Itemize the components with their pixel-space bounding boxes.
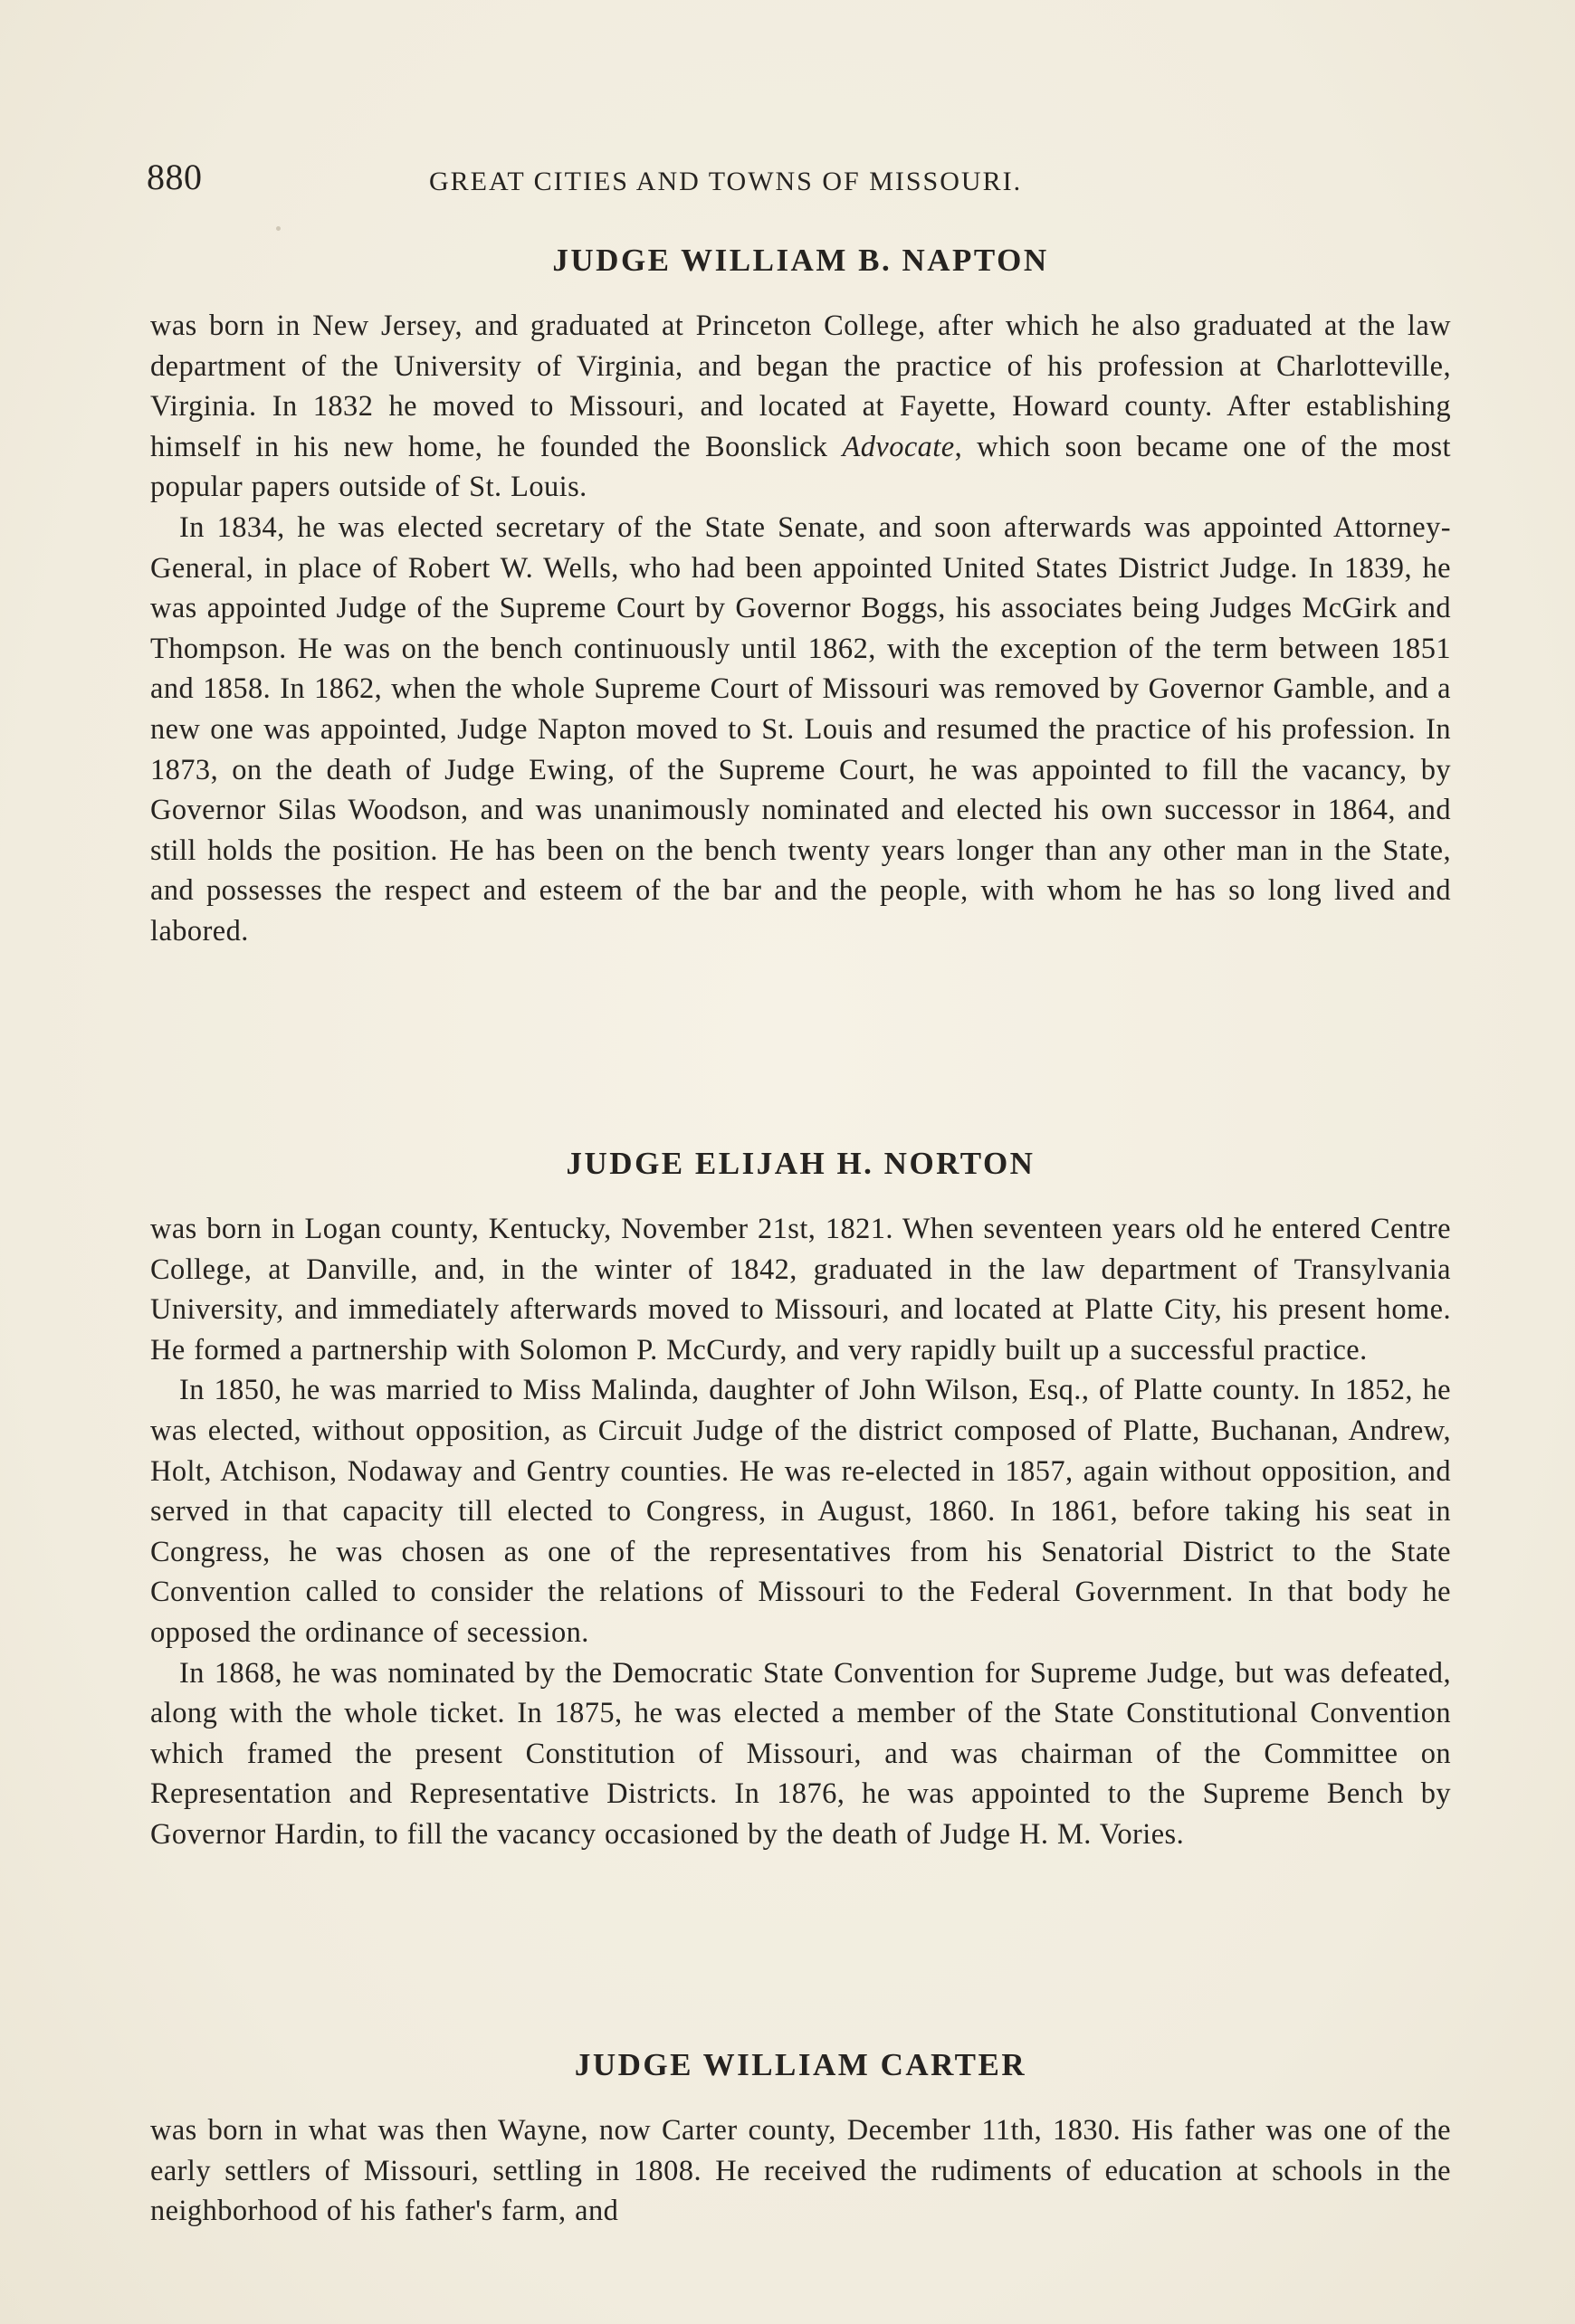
section-heading: JUDGE WILLIAM CARTER — [574, 2047, 1027, 2082]
paragraph: In 1834, he was elected secretary of the State Senate, and soon afterwards was appointed Attorney-General, in place of Robert W. Wells, who had been appointed United States District Judge. In 1839, he was appointed Judge of the Supreme Court by Governor Boggs, his associates being Judges McGirk and Thompson. He was on the bench continuously until 1862, with the exception of the term between 1851 and 1858. In 1862, when the whole Supreme Court of Missouri was removed by Governor Gamble, and a new one was appointed, Judge Napton moved to St. Louis and resumed the practice of his profession. In 1873, on the death of Judge Ewing, of the Supreme Court, he was appointed to fill the vacancy, by Governor Silas Woodson, and was unanimously nominated and elected his own successor in 1864, and still holds the position. He has been on the bench twenty years longer than any other man in the State, and possesses the respect and esteem of the bar and the people, with whom he has so long lived and labored. — [150, 510, 1451, 948]
section-carter — [150, 2047, 1451, 2232]
section-norton — [150, 1146, 1451, 1855]
paragraph: was born in what was then Wayne, now Carter county, December 11th, 1830. His father was one of the early settlers of Missouri, settling in 1808. He received the rudiments of education at schools in the neighborhood of his father's farm, and — [150, 2114, 1451, 2228]
paragraph: In 1868, he was nominated by the Democratic State Convention for Supreme Judge, but was defeated, along with the whole ticket. In 1875, he was elected a member of the State Constitutional Convention which framed the present Constitution of Missouri, and was chairman of the Committee on Representation and Representative Districts. In 1876, he was appointed to the Supreme Bench by Governor Hardin, to fill the vacancy occasioned by the death of Judge H. M. Vories. — [150, 1656, 1451, 1851]
page-number: 880 — [147, 157, 203, 197]
paper-speck — [276, 226, 281, 231]
section-napton — [150, 243, 1451, 952]
paragraph: In 1850, he was married to Miss Malinda, daughter of John Wilson, Esq., of Platte county. In 1852, he was elected, without opposition, as Circuit Judge of the district composed of Platte, Buchanan, Andrew, Holt, Atchison, Nodaway and Gentry counties. He was re-elected in 1857, again without opposition, and served in that capacity till elected to Congress, in August, 1860. In 1861, before taking his seat in Congress, he was chosen as one of the representatives from his Senatorial District to the State Convention called to consider the relations of Missouri to the Federal Government. In that body he opposed the ordinance of secession. — [150, 1374, 1451, 1649]
running-title: GREAT CITIES AND TOWNS OF MISSOURI. — [429, 167, 1023, 196]
paragraph — [150, 306, 1451, 508]
italic-title: Advocate — [842, 430, 955, 463]
paragraph: was born in Logan county, Kentucky, November 21st, 1821. When seventeen years old he entered Centre College, at Danville, and, in the winter of 1842, graduated in the law department of Transylvania University, and immediately afterwards moved to Missouri, and located at Platte City, his present home. He formed a partnership with Solomon P. McCurdy, and very rapidly built up a successful practice. — [150, 1213, 1451, 1367]
section-heading: JUDGE WILLIAM B. NAPTON — [552, 243, 1049, 278]
section-heading: JUDGE ELIJAH H. NORTON — [566, 1146, 1036, 1181]
paragraph-text: was born in New Jersey, and graduated at Princeton College, after which he also graduated at the law department of the University of Virginia, and began the practice of his profession at Charlotteville, Virginia. In 1832 he moved to Missouri, and located at Fayette, Howard county. After establishing himself in his new home, he founded the Boonslick — [150, 310, 1451, 463]
running-header — [147, 156, 1179, 210]
paragraph-text: , which soon became one of the most popular papers outside of St. Louis. — [150, 430, 1452, 504]
